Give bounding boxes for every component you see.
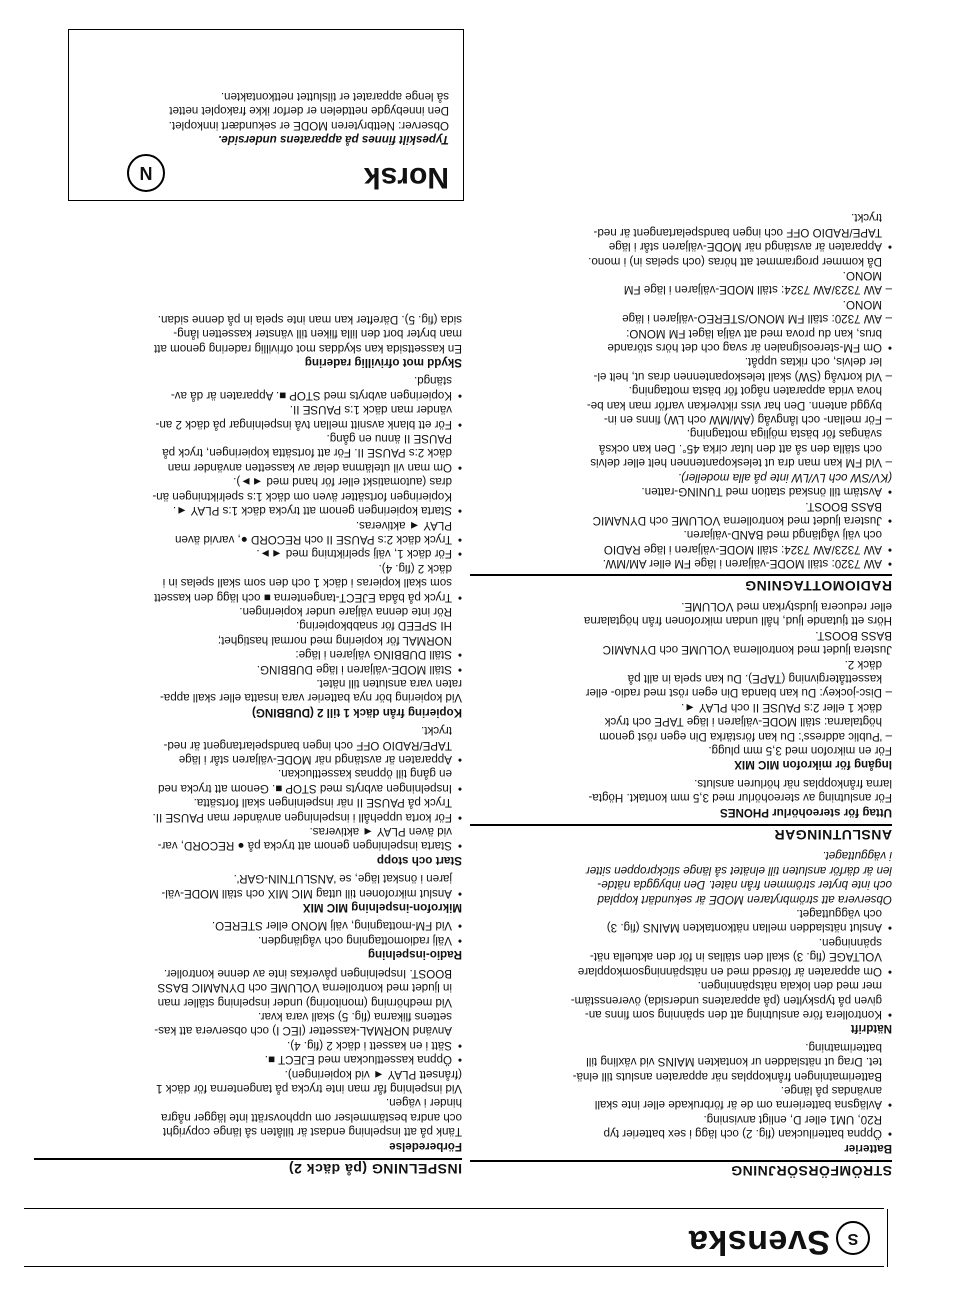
subheading: Skydd mot ofrivillig radering [304, 356, 462, 370]
subheading: Uttag för stereohörlur PHONES [720, 805, 892, 819]
bullet-line: • För korta uppehåll i inspelningen använder man PAUSE II. [34, 810, 462, 823]
bullet-line: • Apparaten är avstängd när MODE-väljaren står i läge [34, 753, 462, 766]
text-line: TAPE/RADIO OFF och ingen bandspelartangent är ned- [163, 738, 452, 752]
text-line: högtalarna: ställ MODE-väljaren i läge TAPE och tryck [604, 715, 882, 729]
bullet-line: • Öppna kassettluckan med EJECT ■. [34, 1053, 462, 1066]
text-line: däck 2 (fig. 4). [378, 561, 452, 575]
subheading: Mikrofon-inspelning MIC MIX [302, 901, 462, 915]
note-line: och inte bryter strömmen från nätet. Den inbyggda nätde- [597, 878, 892, 892]
text-line: och välj våglängd med BAND-väljaren. [683, 528, 882, 542]
subheading: Förberedelse [389, 1139, 462, 1153]
bullet-line: • Om apparaten är försedd med en nätspänningsomkopplare [470, 964, 892, 977]
text-line: NORMAL för kopiering med normal hastighet; [217, 633, 452, 647]
bullet-line: • Vid FM-mottagning, välj MONO eller STEREO. [34, 919, 462, 932]
subheading: Batterier [844, 1141, 892, 1155]
note-line: (KV/SW och LV/LW inte på alla modeller). [677, 470, 892, 484]
text-line: settens flikarna (fig. 5) skall vara kvar. [258, 1009, 452, 1023]
bullet-line: • Ställ DUBBING väljaren i läge: [34, 648, 462, 661]
bullet-line: • AW 7320: ställ MODE-väljaren i läge FM eller AM/MW. [470, 557, 892, 570]
norsk-line: så lenge apparatet er tilsluttet nettkontakten. [220, 89, 449, 103]
divider [24, 1266, 884, 1267]
subheading: Nätdrift [850, 1022, 892, 1036]
subheading: Kopiering från däck 1 till 2 (DUBBING) [251, 705, 462, 719]
divider [887, 1209, 888, 1267]
bullet-line: • Justera ljudet med kontrollerna VOLUME och DYNAMIC [470, 514, 892, 527]
section-heading: RADIOMOTTAGNING [470, 574, 892, 591]
text-line: tryckt. [851, 211, 882, 225]
text-line: Vid kopiering bör nya batterier vara insatta eller skall appa- [159, 691, 462, 705]
text-line: däck 2:s PAUSE II. För att fortsätta kopieringen, tryck på [162, 446, 452, 460]
dash-line: – AW 7323/AW 7324: ställ MODE-väljaren i läge FM [470, 283, 892, 296]
text-line: jaren i önskat läge, se 'ANSLUTNIN-GAR'. [233, 872, 452, 886]
svenska-header [24, 1205, 884, 1287]
dash-line: – För mellan- och långvåg (AM/MW och LW) finns en in- [470, 413, 892, 426]
text-line: och ställa den så att den lutar cirka 45°. Den kan också [598, 441, 882, 455]
text-line: batterimatning. [805, 1040, 882, 1054]
bullet-line: • Kontrollera före anslutning att den spänning som finns an- [470, 1008, 892, 1021]
text-line: BOOST. Inspelningen påverkas inte av denne kontroller. [163, 966, 452, 980]
note-line: i vägguttaget. [822, 849, 892, 863]
bullet-line: • Välj radiomottagning och våglängden. [34, 934, 462, 947]
norsk-notice [83, 88, 449, 146]
text-line: TAPE/RADIO OFF och ingen bandspelartangent är ned- [593, 225, 882, 239]
bullet-line: • För ett blank avsnitt mellan två inspelningar på däck 2 an- [34, 417, 462, 430]
text-line: R20, UM1 eller D, enligt anvisning. [703, 1112, 882, 1126]
text-line: För anslutning av stereohörlur med 3,5 mm kontakt. Högta- [588, 791, 892, 805]
bullet-line: • Ställ MODE-väljaren i läge DUBBING. [34, 662, 462, 675]
text-line: som skall kopieras i däck 1 och den som skall spelas in i [162, 576, 452, 590]
bullet-line: • Starta kopieringen genom att trycka däck 1:s PLAY ◄. [34, 504, 462, 517]
text-line: däck 2. [844, 657, 882, 671]
bullet-line: • Om man vil utelämna delar av kassetten använder man [34, 461, 462, 474]
text-line: Justera ljudet med kontrollerna VOLUME och DYNAMIC [602, 643, 892, 657]
text-line: Då kommer programmet att höras (och spelas in) i mono. [588, 254, 882, 268]
text-line: en gång till öppnas kassettluckan. [277, 767, 452, 781]
text-line: vänder man däck 1:s PAUSE II. [289, 403, 452, 417]
text-line: däck 1 eller 2:s PAUSE II och PLAY ◄. [681, 700, 882, 714]
note-line: len är därför ansluten till elnätet så länge stickproppen sitter [585, 863, 892, 877]
text-line: sida (fig. 5). Därefter kan man inte spela in på denne sidan. [157, 312, 462, 326]
subheading: Ingång för mikrofon MIC MIX [734, 758, 892, 772]
text-line: ler delvis, och riktas uppåt. [744, 355, 882, 369]
text-line: stängd. [413, 374, 452, 388]
text-line: BASS BOOST. [815, 628, 892, 642]
bullet-line: • Anslut mikrofonen till uttag MIC MIX och ställ MODE-väl- [34, 886, 462, 899]
text-line: hinder i vägen. [385, 1096, 462, 1110]
text-line: brus, kan du prova med att välja läget FM MONO: [626, 326, 882, 340]
text-line: byggd antenn. Den har viss riktverkan varför man kan be- [586, 398, 882, 412]
bullet-line: • Starta inspelningen genom att trycka på ● RECORD, var- [34, 839, 462, 852]
text-line: tet. Drag ut nätsladden ur kontakten MAINS vid växling till [586, 1055, 882, 1069]
left-column [470, 210, 892, 1185]
norsk-box [68, 29, 464, 201]
language-badge-s: S [836, 1221, 870, 1255]
text-line: Hörs ett tjutande ljud, håll undan mikrofonen från högtalarna [583, 614, 892, 628]
section-heading: INSPELNING (på däck 2) [34, 1158, 462, 1175]
text-line: Kopieringen fortsätter även om däck 1:s spelriktningen än- [152, 489, 452, 503]
text-line: vid även PLAY ◄ aktiveras. [309, 825, 452, 839]
bullet-line: • Kopieringen avbryts med STOP ■. Apparaten är då av- [34, 388, 462, 401]
text-line: raten vara ansluten till nätet. [316, 677, 462, 690]
text-line: tryckt. [421, 724, 452, 738]
right-column [34, 311, 462, 1183]
text-line: given på typskylten (på apparatens undersida) överensstäm- [570, 993, 882, 1007]
bullet-line: • Avstäm till önskad station med TUNING-ratten. [470, 485, 892, 498]
dash-line: – AW 7320: ställ FM MONO/STEREO-väljaren i läge [470, 312, 892, 325]
text-line: MONO. [842, 297, 882, 311]
subheading: Start och stopp [376, 853, 462, 867]
norsk-line: Den innebygde nettdelen er derfor ikke frakoplet nettet [169, 104, 449, 118]
bullet-line: • Inspelningen avbryts med STOP ■. Genom att trycka ned [34, 781, 462, 794]
dash-line: – Vid kortvåg (SW) skall teleskopantennen dras ut, helt el- [470, 369, 892, 382]
divider [24, 1208, 884, 1209]
text-line: mer med den lokala nätspänningen. [697, 979, 882, 993]
language-badge-n: N [127, 154, 165, 192]
text-line: dras (automatiskt eller för hand med ◄►). [233, 475, 452, 489]
bullet-line: • Anslut nätsladden mellan nätkontakten MAINS (fig. 3) [470, 921, 892, 934]
text-line: Använd NORMAL-kassetter (IEC I) och observera att kas- [154, 1024, 452, 1038]
text-line: och andra bestämmelser om upphovsrätt inte lägger några [161, 1110, 462, 1124]
norsk-line: Typeskilt finnes på apparatens underside. [218, 133, 449, 146]
bullet-line: • För däck 1, välj spelriktning med ◄►. [34, 547, 462, 560]
text-line: HI SPEED för snabbkopiering. [296, 619, 452, 633]
text-line: Tänk på att inspelning endast är tillåten så länge copyright [162, 1125, 462, 1139]
bullet-line: • Sätt i en kassett i däck 2 (fig. 4). [34, 1038, 462, 1051]
dash-line: – Disc-jockey: Du kan blanda Din egen röst med radio- eller [470, 686, 892, 699]
norsk-line: Observer: Nettbryteren MODE er sekundært innkoplet. [168, 118, 449, 132]
subheading: Radio-inspelning [367, 948, 462, 962]
bullet-line: • Tryck på båda EJECT-tangenterna ■ och lägg den kassett [34, 590, 462, 603]
text-line: man bryter bort den lilla fliken till vänster kassetten lång- [173, 327, 462, 341]
text-line: En kassettsida kan skyddas mot ofrivillig radering genom att [153, 341, 462, 355]
text-line: och vägguttaget. [796, 907, 882, 921]
text-line: Tryck på PAUSE II när inspelningen skall fortsätta. [193, 796, 452, 810]
text-line: Vid inspelning får man inte trycka på tangenterna för däck 1 [156, 1081, 462, 1095]
text-line: in ljudet med kontrollerna VOLUME och DYNAMIC BASS [157, 981, 452, 995]
text-line: eller reducera ljudstyrkan med VOLUME. [681, 599, 892, 613]
text-line: BASS BOOST. [805, 499, 882, 513]
text-line: Vid medhörning (monitoring) under inspelning ställer man [157, 995, 452, 1009]
bullet-line: • Apparaten är avstängd när MODE-väljaren står i läge [470, 240, 892, 253]
bullet-line: • Öppna batteriluckan (fig. 2) och lägg i sex batterier typ [470, 1127, 892, 1140]
text-line: För en mikrofon med 3,5 mm plugg. [708, 744, 892, 758]
text-line: (frånsett PLAY ◄ vid kopieringen). [284, 1067, 462, 1081]
language-title-svenska: Svenska [688, 1223, 830, 1261]
text-line: PLAY ◄ aktiveras. [355, 518, 452, 532]
text-line: larna frånkopplas när hörluren ansluts. [694, 776, 892, 790]
text-line: Rör inte denna väljare under kopieringen. [239, 604, 452, 618]
text-line: VOLTAGE (fig. 3) skall den ställas in för den aktuella nät- [589, 950, 882, 964]
bullet-line: • Om FM-stereosignalen är svag och det hörs störande [470, 341, 892, 354]
section-heading: STRÖMFÖRSÖRJNING [470, 1160, 892, 1177]
text-line: kassettåtergivning (TAPE). Du kan spela in allt på [627, 672, 882, 685]
dash-line: – Vid FM kan man dra ut teleskopantennen helt eller delvis [470, 456, 892, 469]
bullet-line: • Tryck däck 2:s PAUSE II och RECORD ●, varvid även [34, 533, 462, 546]
text-line: MONO. [842, 269, 882, 283]
bullet-line: • AW 7323/AW 7324: ställ MODE-väljaren i läge RADIO [470, 542, 892, 555]
note-line: Observera att strömbrytaren MODE är sekundärt kopplad [597, 892, 892, 906]
bullet-line: • Avlägsna batterierna om de är förbrukade eller inte skall [470, 1098, 892, 1111]
text-line: spänningen. [818, 935, 882, 949]
text-line: Batterimatningen frånkopplas när apparaten ansluts till elnä- [572, 1069, 882, 1083]
dash-line: – 'Public address': Du kan förstärka Din egen röst genom [470, 729, 892, 742]
text-line: svängas för bästa möjliga mottagning. [686, 427, 882, 441]
section-heading: ANSLUTNINGAR [470, 824, 892, 841]
language-title-norsk: Norsk [363, 161, 449, 194]
text-line: PAUSE II ännu en gång. [326, 432, 452, 446]
text-line: användas på länge. [780, 1083, 882, 1097]
text-line: hova vrida apparaten något för bästa mottagning. [628, 384, 882, 398]
